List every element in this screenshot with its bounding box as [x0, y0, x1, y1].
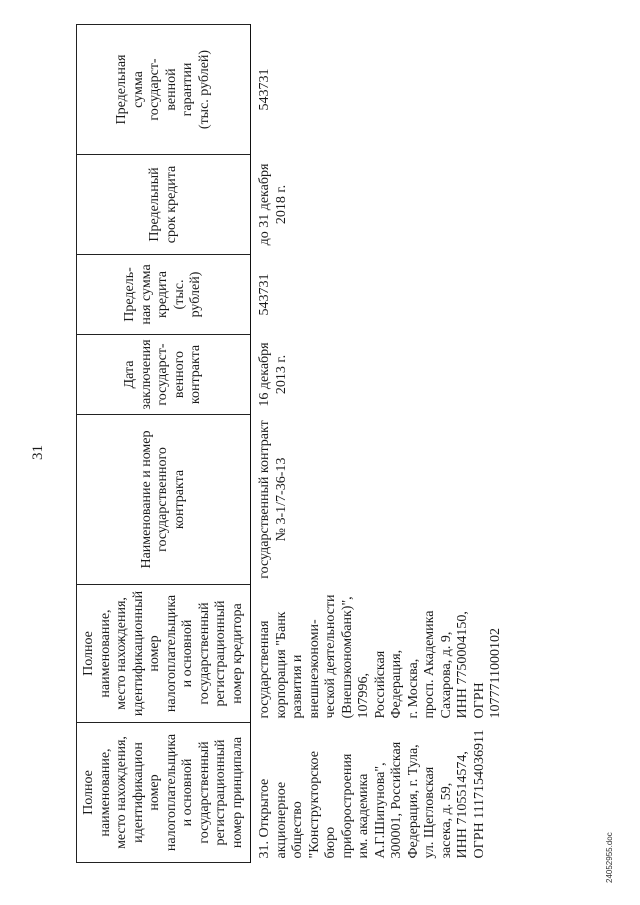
- text-line: государст-: [147, 58, 163, 121]
- text-line: идентификацион: [130, 742, 146, 843]
- text-line: государст-: [155, 343, 171, 406]
- text-line: ОГРН 1117154036911: [471, 729, 487, 859]
- table-header-row: [77, 25, 251, 863]
- text-line: ная сумма: [138, 264, 154, 325]
- text-line: номер кредитора: [229, 603, 245, 704]
- header-guarantee-amount: [77, 25, 251, 155]
- header-credit-amount: [77, 255, 251, 335]
- text-line: место нахождения,: [114, 597, 130, 710]
- text-line: сумма: [130, 71, 146, 108]
- text-line: Предельная: [114, 54, 130, 125]
- text-line: регистрационный: [213, 739, 229, 846]
- text-line: корпорация "Банк: [273, 611, 289, 719]
- text-line: бюро: [323, 826, 339, 859]
- text-line: 107996,: [356, 673, 372, 719]
- text-line: акционерное: [273, 781, 289, 859]
- text-line: им. академика: [356, 773, 372, 859]
- text-line: заключения: [138, 339, 154, 410]
- text-line: Наименование и номер: [138, 430, 154, 569]
- text-line: засека, д. 59,: [438, 782, 454, 859]
- text-line: налогоплательщика: [163, 594, 179, 713]
- guarantee-table: [76, 24, 507, 863]
- header-contract-date: [77, 335, 251, 415]
- text-line: ческой деятельности: [323, 594, 339, 719]
- text-line: наименование,: [97, 609, 113, 698]
- text-line: идентификационный: [130, 590, 146, 717]
- text-line: номер: [147, 774, 163, 811]
- text-line: развития и: [290, 654, 306, 719]
- text-line: (тыс.: [171, 279, 187, 310]
- text-line: внешнеэкономи-: [306, 619, 322, 719]
- cell-guarantee-amount: [251, 25, 507, 155]
- text-line: место нахождения,: [114, 736, 130, 849]
- text-line: ИНН 7750004150,: [455, 611, 471, 719]
- text-line: Полное: [81, 770, 96, 815]
- text-line: (тыс. рублей): [196, 49, 212, 130]
- text-line: наименование,: [97, 748, 113, 837]
- text-line: 31. Открытое: [257, 778, 273, 859]
- text-line: венной: [163, 68, 179, 111]
- text-line: регистрационный: [213, 600, 229, 707]
- cell-principal: [251, 723, 507, 863]
- text-line: контракта: [188, 344, 204, 405]
- header-creditor: [77, 585, 251, 723]
- text-line: венного: [171, 350, 187, 399]
- text-line: Федерация,: [389, 649, 405, 719]
- text-line: Полное: [81, 631, 96, 676]
- text-line: 300001, Российская: [389, 741, 405, 859]
- text-line: "Конструкторское: [306, 751, 322, 859]
- text-line: рублей): [188, 271, 204, 318]
- text-line: Российская: [372, 650, 388, 719]
- text-line: общество: [290, 801, 306, 859]
- text-line: государственный: [196, 602, 212, 705]
- header-credit-term: [77, 155, 251, 255]
- text-line: Предель-: [122, 267, 138, 322]
- text-line: гарантии: [180, 62, 196, 117]
- text-line: номер: [147, 635, 163, 672]
- text-line: кредита: [155, 271, 171, 318]
- text-line: государственный: [196, 741, 212, 844]
- footer-doc-code: 24052955.doc: [605, 832, 614, 883]
- cell-credit-amount: [251, 255, 507, 335]
- text-line: Дата: [122, 360, 138, 389]
- header-principal: [77, 723, 251, 863]
- text-line: 543731: [257, 68, 273, 111]
- text-line: ОГРН 1077711000102: [471, 628, 504, 719]
- text-line: срок кредита: [163, 165, 179, 244]
- text-line: (Внешэкономбанк)",: [339, 596, 355, 719]
- text-line: 543731: [257, 273, 273, 316]
- cell-credit-term: [251, 155, 507, 255]
- text-line: 2013 г.: [273, 354, 289, 395]
- text-line: и основной: [180, 758, 196, 827]
- text-line: государственная: [257, 620, 273, 719]
- cell-contract-date: [251, 335, 507, 415]
- text-line: приборостроения: [339, 753, 355, 859]
- text-line: 16 декабря: [257, 342, 273, 407]
- cell-creditor: [251, 585, 507, 723]
- text-line: и основной: [180, 619, 196, 688]
- table-row: [251, 25, 507, 863]
- text-line: А.Г.Шипунова",: [372, 762, 388, 859]
- text-line: ИНН 7105514574,: [455, 751, 471, 859]
- text-line: до 31 декабря: [257, 163, 273, 246]
- text-line: Предельный: [147, 167, 163, 242]
- text-line: номер принципала: [229, 736, 245, 849]
- text-line: просп. Академика: [422, 610, 438, 719]
- cell-contract: [251, 415, 507, 585]
- text-line: налогоплательщика: [163, 733, 179, 852]
- text-line: г. Москва,: [405, 658, 421, 719]
- text-line: Федерация, г. Тула,: [405, 744, 421, 859]
- text-line: № 3-1/7-36-13: [273, 457, 289, 542]
- text-line: государственный контракт: [257, 420, 273, 579]
- text-line: Сахарова, д. 9,: [438, 631, 454, 719]
- text-line: государственного контракта: [155, 447, 187, 552]
- page-number: 31: [30, 445, 46, 460]
- text-line: 2018 г.: [273, 184, 289, 225]
- text-line: ул. Щегловская: [422, 766, 438, 859]
- header-contract: [77, 415, 251, 585]
